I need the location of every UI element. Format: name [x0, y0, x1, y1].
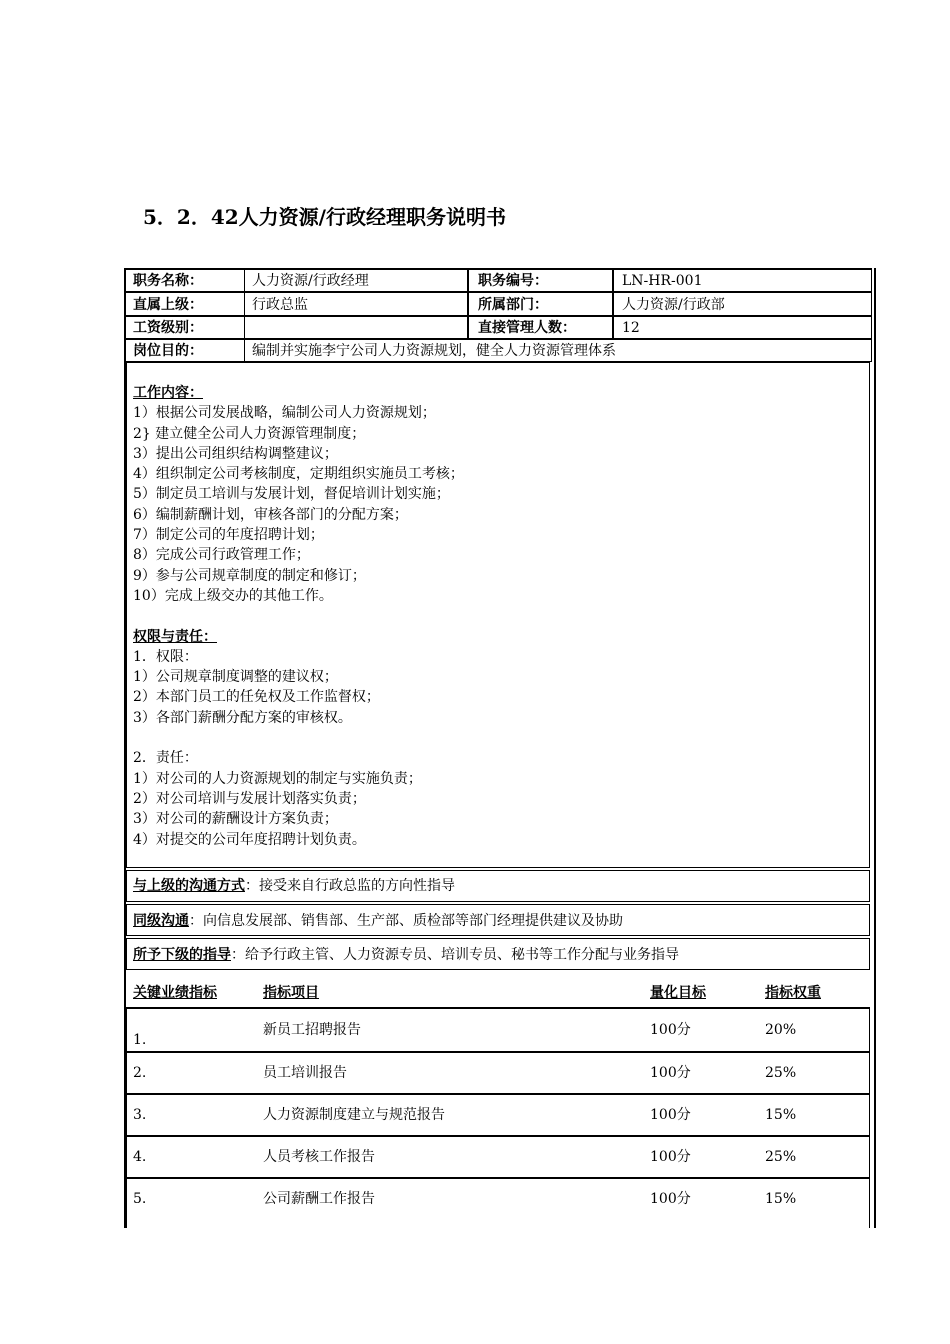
list-item: 4）组织制定公司考核制度，定期组织实施员工考核；: [133, 466, 464, 483]
kpi-target: 100分: [650, 1191, 691, 1207]
list-item: 6）编制薪酬计划，审核各部门的分配方案；: [133, 506, 408, 523]
table-row: [126, 1178, 870, 1228]
list-item: 10）完成上级交办的其他工作。: [133, 587, 333, 604]
column-divider: [467, 268, 469, 339]
kpi-header-row: [126, 972, 870, 1008]
list-item: 5）制定员工培训与发展计划，督促培训计划实施；: [133, 486, 450, 503]
department-value: 人力资源/行政部: [622, 297, 725, 313]
kpi-item: 公司薪酬工作报告: [263, 1191, 375, 1207]
job-code-value: LN-HR-001: [622, 273, 703, 289]
column-divider: [612, 268, 614, 339]
kpi-no: 5.: [133, 1191, 147, 1207]
list-item: 1）对公司的人力资源规划的制定与实施负责；: [133, 770, 422, 787]
list-item: 2} 建立健全公司人力资源管理制度；: [133, 425, 366, 442]
kpi-weight: 15%: [765, 1107, 797, 1123]
job-code-label: 职务编号：: [478, 273, 548, 289]
kpi-item: 新员工招聘报告: [263, 1022, 361, 1038]
list-item: 7）制定公司的年度招聘计划；: [133, 527, 324, 544]
responsibility-title: 2．责任：: [133, 750, 198, 767]
kpi-target: 100分: [650, 1107, 691, 1123]
upward-communication: 与上级的沟通方式：接受来自行政总监的方向性指导: [133, 878, 455, 894]
superior-value: 行政总监: [252, 297, 308, 313]
kpi-target: 100分: [650, 1065, 691, 1081]
list-item: 2）本部门员工的任免权及工作监督权；: [133, 689, 380, 706]
kpi-no: 2.: [133, 1065, 147, 1081]
content-body: [133, 383, 464, 850]
kpi-target: 100分: [650, 1022, 691, 1038]
kpi-header-indicator: 关键业绩指标: [133, 985, 217, 1001]
job-title-label: 职务名称：: [133, 273, 203, 289]
column-divider: [244, 268, 245, 362]
authority-heading: 权限与责任：: [133, 628, 217, 645]
kpi-no: 1.: [133, 1032, 147, 1048]
kpi-item: 员工培训报告: [263, 1065, 347, 1081]
subordinates-label: 直接管理人数：: [478, 320, 576, 336]
table-row: [126, 1052, 870, 1094]
list-item: 8）完成公司行政管理工作；: [133, 547, 310, 564]
purpose-label: 岗位目的：: [133, 343, 203, 359]
list-item: 3）各部门薪酬分配方案的审核权。: [133, 709, 352, 726]
kpi-item: 人员考核工作报告: [263, 1149, 375, 1165]
purpose-value: 编制并实施李宁公司人力资源规划，健全人力资源管理体系: [252, 343, 616, 359]
list-item: 1）公司规章制度调整的建议权；: [133, 669, 338, 686]
kpi-no: 4.: [133, 1149, 147, 1165]
list-item: 4）对提交的公司年度招聘计划负责。: [133, 831, 366, 848]
department-label: 所属部门：: [478, 297, 548, 313]
table-row: [126, 1136, 870, 1178]
kpi-header-weight: 指标权重: [765, 985, 821, 1001]
kpi-target: 100分: [650, 1149, 691, 1165]
kpi-header-item: 指标项目: [263, 985, 319, 1001]
superior-label: 直属上级：: [133, 297, 203, 313]
list-item: 9）参与公司规章制度的制定和修订；: [133, 567, 366, 584]
list-item: 3）对公司的薪酬设计方案负责；: [133, 811, 338, 828]
kpi-header-target: 量化目标: [650, 985, 706, 1001]
table-row: [126, 1008, 870, 1052]
subordinates-value: 12: [622, 320, 640, 336]
rights-title: 1．权限：: [133, 648, 198, 665]
list-item: 1）根据公司发展战略，编制公司人力资源规划；: [133, 405, 436, 422]
list-item: 2）对公司培训与发展计划落实负责；: [133, 790, 366, 807]
job-title-value: 人力资源/行政经理: [252, 273, 369, 289]
peer-communication: 同级沟通：向信息发展部、销售部、生产部、质检部等部门经理提供建议及协助: [133, 913, 623, 929]
table-row: [126, 1094, 870, 1136]
kpi-no: 3.: [133, 1107, 147, 1123]
kpi-weight: 25%: [765, 1149, 797, 1165]
list-item: 3）提出公司组织结构调整建议；: [133, 445, 338, 462]
duties-heading: 工作内容：: [133, 385, 203, 401]
kpi-weight: 15%: [765, 1191, 797, 1207]
kpi-weight: 20%: [765, 1022, 797, 1038]
document-title: 5．2．42人力资源/行政经理职务说明书: [143, 205, 506, 229]
kpi-weight: 25%: [765, 1065, 797, 1081]
salary-label: 工资级别：: [133, 320, 203, 336]
downward-guidance: 所予下级的指导：给予行政主管、人力资源专员、培训专员、秘书等工作分配与业务指导: [133, 947, 679, 963]
kpi-item: 人力资源制度建立与规范报告: [263, 1107, 445, 1123]
